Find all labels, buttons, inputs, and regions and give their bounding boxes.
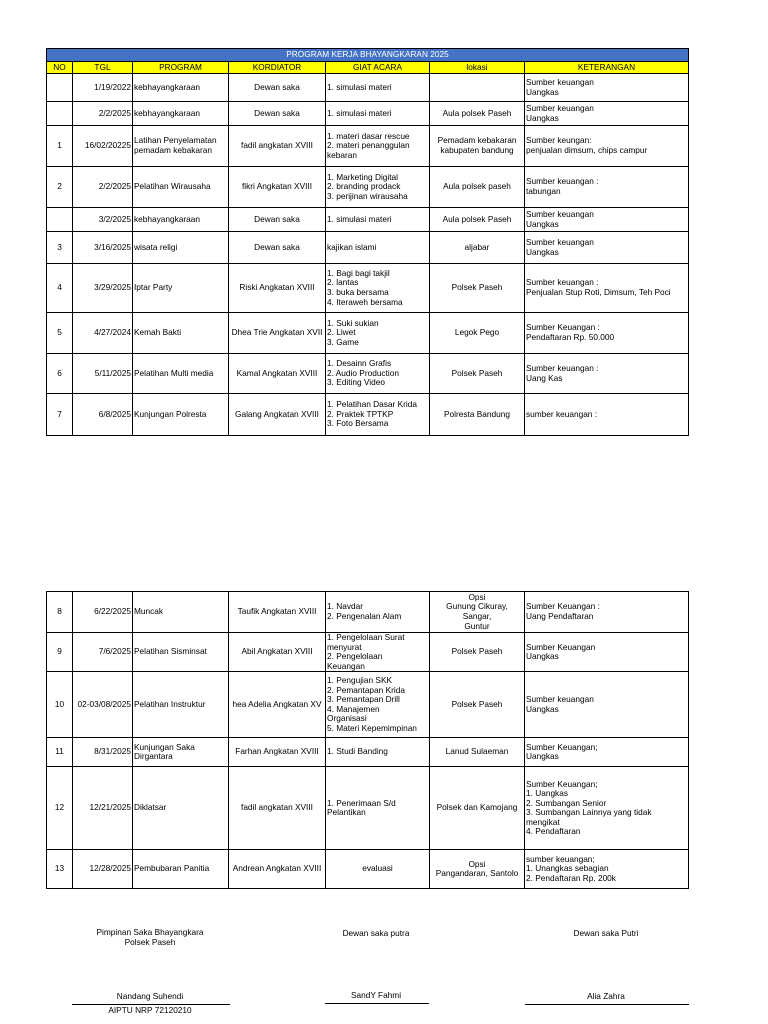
cell-koordinator: fadil angkatan XVIII	[229, 767, 326, 850]
cell-giat: 1. materi dasar rescue 2. materi penanggulan kebaran	[326, 126, 430, 167]
cell-giat: 1. Marketing Digital 2. branding prodack 3. perijinan wirausaha	[326, 167, 430, 208]
work-program-table-2	[46, 591, 689, 889]
cell-ket: Sumber Keuangan : Uang Pendaftaran	[525, 592, 689, 633]
cell-ket: sumber keuangan; 1. Unangkas sebagian 2. Pendaftaran Rp. 200k	[525, 850, 689, 889]
signature-leader-nrp: AIPTU NRP 72120210	[108, 1005, 192, 1015]
cell-tgl: 2/2/2025	[73, 102, 133, 126]
cell-giat: 1. simulasi materi	[326, 208, 430, 232]
cell-tgl: 5/11/2025	[73, 354, 133, 394]
cell-giat: 1. Pelatihan Dasar Krida 2. Praktek TPTKP 3. Foto Bersama	[326, 394, 430, 436]
cell-program: Muncak	[133, 592, 229, 633]
cell-no: 9	[47, 633, 73, 672]
cell-ket: sumber keuangan :	[525, 394, 689, 436]
cell-no: 6	[47, 354, 73, 394]
cell-no: 12	[47, 767, 73, 850]
signature-putra-name: SandY Fahmi	[350, 990, 402, 1000]
col-header-tgl: TGL	[73, 62, 133, 74]
cell-no: 5	[47, 313, 73, 354]
col-header-koordinator: KORDIATOR	[229, 62, 326, 74]
work-program-table-1	[46, 48, 689, 436]
table-row	[47, 74, 689, 102]
table-row	[47, 167, 689, 208]
cell-no: 13	[47, 850, 73, 889]
cell-lokasi	[430, 74, 525, 102]
cell-ket: Sumber keuangan : tabungan	[525, 167, 689, 208]
col-header-keterangan: KETERANGAN	[525, 62, 689, 74]
cell-giat: 1. simulasi materi	[326, 74, 430, 102]
cell-lokasi: Polsek Paseh	[430, 633, 525, 672]
cell-program: Diklatsar	[133, 767, 229, 850]
cell-koordinator: Galang Angkatan XVIII	[229, 394, 326, 436]
cell-giat: 1. Pengujian SKK 2. Pemantapan Krida 3. Pemantapan Drill 4. Manajemen Organisasi 5. Materi Kepemimpinan	[326, 672, 430, 738]
cell-koordinator: fikri Angkatan XVIII	[229, 167, 326, 208]
cell-program: Pelatihan Multi media	[133, 354, 229, 394]
cell-program: Pelatihan Sisminsat	[133, 633, 229, 672]
cell-program: Pembubaran Panitia	[133, 850, 229, 889]
cell-koordinator: Taufik Angkatan XVIII	[229, 592, 326, 633]
cell-program: Latihan Penyelamatan pemadam kebakaran	[133, 126, 229, 167]
cell-ket: Sumber keuangan Uangkas	[525, 672, 689, 738]
cell-giat: kajikan islami	[326, 232, 430, 264]
table-row	[47, 126, 689, 167]
cell-giat: 1. Studi Banding	[326, 738, 430, 767]
col-header-giat: GIAT ACARA	[326, 62, 430, 74]
cell-koordinator: hea Adelia Angkatan XV	[229, 672, 326, 738]
cell-tgl: 12/28/2025	[73, 850, 133, 889]
cell-no	[47, 208, 73, 232]
signature-leader-title: Pimpinan Saka Bhayangkara Polsek Paseh	[96, 927, 204, 947]
cell-koordinator: Kamal Angkatan XVIII	[229, 354, 326, 394]
cell-program: Kunjungan Polresta	[133, 394, 229, 436]
cell-koordinator: Abil Angkatan XVIII	[229, 633, 326, 672]
cell-lokasi: Polresta Bandung	[430, 394, 525, 436]
cell-koordinator: Dhea Trie Angkatan XVII	[229, 313, 326, 354]
cell-koordinator: fadil angkatan XVIII	[229, 126, 326, 167]
cell-lokasi: Opsi Gunung Cikuray, Sangar, Guntur	[430, 592, 525, 633]
cell-program: Iptar Party	[133, 264, 229, 313]
signature-putri-name: Alia Zahra	[587, 991, 625, 1001]
cell-koordinator: Farhan Angkatan XVIII	[229, 738, 326, 767]
cell-ket: Sumber Keuangan; 1. Uangkas 2. Sumbangan Senior 3. Sumbangan Lainnya yang tidak mengikat 4. Pendaftaran	[525, 767, 689, 850]
cell-giat: 1. Penerimaan S/d Pelantikan	[326, 767, 430, 850]
cell-lokasi: Polsek Paseh	[430, 672, 525, 738]
table-row	[47, 738, 689, 767]
cell-program: Pelatihan Instruktur	[133, 672, 229, 738]
cell-giat: 1. Desainn Grafis 2. Audio Production 3. Editing Video	[326, 354, 430, 394]
signature-putri-line	[525, 1004, 689, 1005]
cell-koordinator: Dewan saka	[229, 232, 326, 264]
cell-no: 8	[47, 592, 73, 633]
cell-no	[47, 102, 73, 126]
cell-tgl: 6/8/2025	[73, 394, 133, 436]
cell-lokasi: Aula polsek paseh	[430, 167, 525, 208]
cell-koordinator: Dewan saka	[229, 102, 326, 126]
cell-ket: Sumber keungan: penjualan dimsum, chips campur	[525, 126, 689, 167]
signature-putra-title: Dewan saka putra	[342, 928, 410, 938]
cell-lokasi: Polsek Paseh	[430, 264, 525, 313]
cell-program: Pelatihan Wirausaha	[133, 167, 229, 208]
cell-tgl: 7/6/2025	[73, 633, 133, 672]
cell-tgl: 16/02/20225	[73, 126, 133, 167]
cell-giat: 1. simulasi materi	[326, 102, 430, 126]
cell-no: 1	[47, 126, 73, 167]
cell-lokasi: Legok Pego	[430, 313, 525, 354]
cell-tgl: 8/31/2025	[73, 738, 133, 767]
cell-lokasi: Lanud Sulaeman	[430, 738, 525, 767]
cell-giat: 1. Navdar 2. Pengenalan Alam	[326, 592, 430, 633]
header-row	[47, 62, 689, 74]
table-row	[47, 592, 689, 633]
cell-ket: Sumber keuangan Uangkas	[525, 208, 689, 232]
cell-no: 4	[47, 264, 73, 313]
table-row	[47, 394, 689, 436]
cell-no: 7	[47, 394, 73, 436]
col-header-program: PROGRAM	[133, 62, 229, 74]
table-row	[47, 264, 689, 313]
table-row	[47, 354, 689, 394]
cell-no: 10	[47, 672, 73, 738]
cell-ket: Sumber keuangan Uangkas	[525, 102, 689, 126]
cell-tgl: 1/19/2022	[73, 74, 133, 102]
cell-giat: 1. Bagi bagi takjil 2. lantas 3. buka bersama 4. Iteraweh bersama	[326, 264, 430, 313]
signature-putra-line	[325, 1003, 429, 1004]
table-row	[47, 313, 689, 354]
cell-tgl: 2/2/2025	[73, 167, 133, 208]
cell-giat: evaluasi	[326, 850, 430, 889]
cell-lokasi: aljabar	[430, 232, 525, 264]
cell-giat: 1. Suki sukian 2. Liwet 3. Game	[326, 313, 430, 354]
cell-no: 2	[47, 167, 73, 208]
cell-ket: Sumber keuangan Uangkas	[525, 232, 689, 264]
cell-lokasi: Polsek dan Kamojang	[430, 767, 525, 850]
cell-ket: Sumber keuangan : Uang Kas	[525, 354, 689, 394]
cell-program: kebhayangkaraan	[133, 102, 229, 126]
cell-tgl: 4/27/2024	[73, 313, 133, 354]
table-row	[47, 767, 689, 850]
table-row	[47, 850, 689, 889]
cell-lokasi: Opsi Pangandaran, Santolo	[430, 850, 525, 889]
cell-lokasi: Polsek Paseh	[430, 354, 525, 394]
cell-tgl: 6/22/2025	[73, 592, 133, 633]
cell-koordinator: Andrean Angkatan XVIII	[229, 850, 326, 889]
cell-program: Kunjungan Saka Dirgantara	[133, 738, 229, 767]
sheet-title: PROGRAM KERJA BHAYANGKARAN 2025	[47, 49, 689, 62]
signature-putri-title: Dewan saka Putri	[573, 928, 639, 938]
cell-tgl: 3/2/2025	[73, 208, 133, 232]
cell-ket: Sumber keuangan : Penjualan Stup Roti, Dimsum, Teh Poci	[525, 264, 689, 313]
cell-tgl: 02-03/08/2025	[73, 672, 133, 738]
cell-lokasi: Aula polsek Paseh	[430, 102, 525, 126]
cell-program: kebhayangkaraan	[133, 208, 229, 232]
cell-no	[47, 74, 73, 102]
signature-leader-name: Nandang Suhendi	[116, 991, 184, 1001]
cell-ket: Sumber keuangan Uangkas	[525, 74, 689, 102]
cell-koordinator: Dewan saka	[229, 74, 326, 102]
cell-tgl: 12/21/2025	[73, 767, 133, 850]
cell-tgl: 3/29/2025	[73, 264, 133, 313]
table-row	[47, 633, 689, 672]
col-header-lokasi: lokasi	[430, 62, 525, 74]
cell-program: Kemah Bakti	[133, 313, 229, 354]
col-header-no: NO	[47, 62, 73, 74]
cell-no: 11	[47, 738, 73, 767]
table-row	[47, 102, 689, 126]
cell-koordinator: Riski Angkatan XVIII	[229, 264, 326, 313]
cell-lokasi: Pemadam kebakaran kabupaten bandung	[430, 126, 525, 167]
cell-lokasi: Aula polsek Paseh	[430, 208, 525, 232]
cell-giat: 1. Pengelolaan Surat menyurat 2. Pengelolaan Keuangan	[326, 633, 430, 672]
cell-ket: Sumber Keuangan; Uangkas	[525, 738, 689, 767]
cell-no: 3	[47, 232, 73, 264]
cell-tgl: 3/16/2025	[73, 232, 133, 264]
table-row	[47, 672, 689, 738]
table-row	[47, 232, 689, 264]
cell-ket: Sumber Keuangan : Pendaftaran Rp. 50.000	[525, 313, 689, 354]
cell-program: kebhayangkaraan	[133, 74, 229, 102]
cell-ket: Sumber Keuangan Uangkas	[525, 633, 689, 672]
table-row	[47, 208, 689, 232]
cell-koordinator: Dewan saka	[229, 208, 326, 232]
cell-program: wisata religi	[133, 232, 229, 264]
